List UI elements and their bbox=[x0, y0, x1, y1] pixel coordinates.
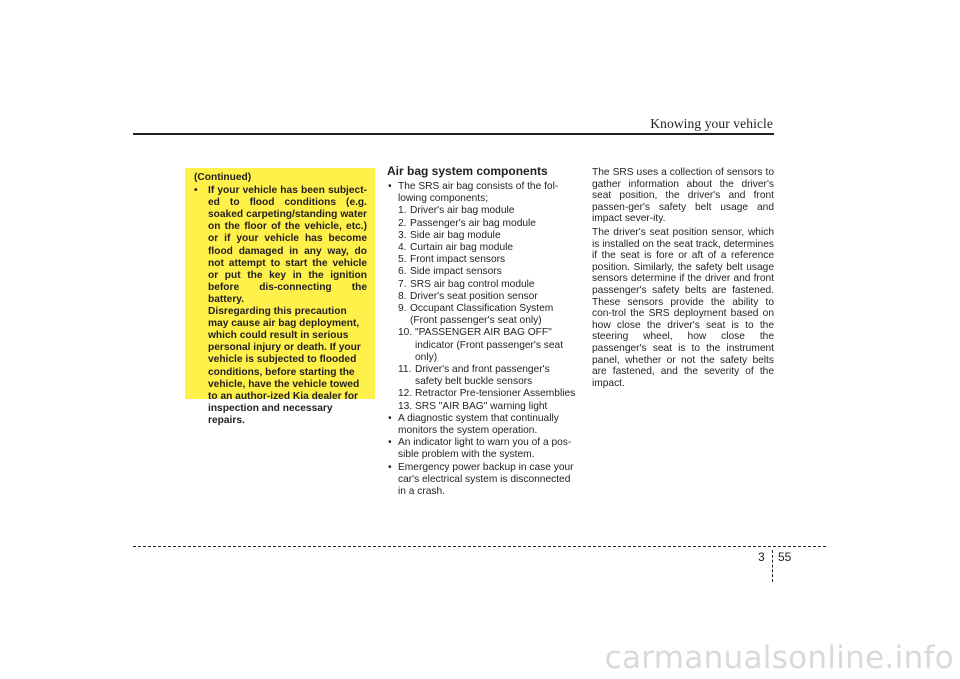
list-item-number: 1. bbox=[398, 205, 407, 217]
list-item-text: Driver's air bag module bbox=[410, 205, 515, 217]
components-intro-text: The SRS air bag consists of the fol-lowing components; bbox=[398, 181, 559, 205]
list-item bbox=[398, 303, 576, 327]
list-item bbox=[398, 388, 576, 400]
bullet-dot-icon: • bbox=[388, 437, 392, 449]
header-title: Knowing your vehicle bbox=[650, 116, 773, 131]
indicator-bullet bbox=[386, 437, 576, 461]
list-item-text: Front impact sensors bbox=[410, 254, 506, 266]
page-number: 55 bbox=[778, 550, 792, 564]
list-item-text: Side impact sensors bbox=[410, 266, 502, 278]
list-item-number: 10. bbox=[398, 327, 413, 339]
list-item-number: 13. bbox=[398, 400, 413, 412]
list-item-text: Occupant Classification System (Front passenger's seat only) bbox=[410, 303, 554, 327]
list-item-number: 5. bbox=[398, 254, 407, 266]
list-item-number: 2. bbox=[398, 217, 407, 229]
list-item bbox=[398, 364, 576, 388]
list-item-number: 8. bbox=[398, 290, 407, 302]
list-item-number: 3. bbox=[398, 229, 407, 241]
footer-rule bbox=[133, 546, 826, 547]
list-item bbox=[398, 327, 576, 364]
list-item-number: 6. bbox=[398, 266, 407, 278]
list-item-text: SRS air bag control module bbox=[410, 278, 535, 290]
section-heading: Air bag system components bbox=[387, 164, 548, 178]
list-item bbox=[398, 279, 576, 291]
sensors-column bbox=[592, 167, 774, 391]
section-number: 3 bbox=[758, 550, 765, 564]
list-item bbox=[398, 266, 576, 278]
components-column bbox=[386, 165, 576, 498]
warning-bullet-text: If your vehicle has been subject-ed to flood conditions (e.g. soaked carpeting/standing water on the floor of the vehicle, etc.) or if your vehicle has become flood damaged in any way, do not attempt to start the vehicle or put the key in the ignition before dis-connecting the battery. bbox=[208, 185, 367, 305]
list-item bbox=[398, 254, 576, 266]
warning-box bbox=[185, 168, 375, 426]
bullet-dot-icon: • bbox=[388, 412, 392, 424]
bullet-text: An indicator light to warn you of a pos-sible problem with the system. bbox=[398, 437, 572, 461]
list-item bbox=[398, 291, 576, 303]
list-item-text: Driver's seat position sensor bbox=[410, 290, 538, 302]
bullet-text: Emergency power backup in case your car's electrical system is disconnected in a crash. bbox=[398, 461, 574, 498]
warning-bullet bbox=[193, 185, 367, 306]
continued-label: (Continued) bbox=[194, 172, 252, 183]
list-item-number: 4. bbox=[398, 242, 407, 254]
sensors-paragraph-2: The driver's seat position sensor, which is installed on the seat track, determines if the seat is fore or aft of a reference position. Similarly, the safety belt usage sensors determine if the driver and front passenger's safety belts are fastened. These sensors provide the ability to con-trol the SRS deployment based on how close the driver's seat is to the steering wheel, how close the passenger's seat is to the instrument panel, whether or not the safety belts are fastened, and the severity of the impact. bbox=[592, 226, 774, 389]
list-item-text: SRS "AIR BAG" warning light bbox=[415, 400, 548, 412]
list-item-number: 7. bbox=[398, 278, 407, 290]
header-rule bbox=[133, 133, 774, 135]
list-item-text: Passenger's air bag module bbox=[410, 217, 536, 229]
page-divider bbox=[772, 550, 773, 582]
components-list bbox=[386, 205, 576, 412]
list-item-text: Curtain air bag module bbox=[410, 242, 514, 254]
list-item bbox=[398, 205, 576, 217]
bullet-dot-icon: • bbox=[388, 181, 392, 192]
bullet-text: A diagnostic system that continually monitors the system operation. bbox=[398, 412, 559, 437]
list-item-text: "PASSENGER AIR BAG OFF" indicator (Front passenger's seat only) bbox=[415, 327, 564, 363]
backup-bullet bbox=[386, 462, 576, 499]
list-item bbox=[398, 401, 576, 413]
components-intro bbox=[386, 181, 576, 205]
watermark: carmanualsonline.info bbox=[604, 640, 954, 676]
sensors-paragraph-1: The SRS uses a collection of sensors to gather information about the driver's seat position, the driver's and front passen-ger's safety belt usage and impact sever-ity. bbox=[592, 167, 774, 225]
list-item-number: 12. bbox=[398, 388, 413, 400]
bullet-dot-icon: • bbox=[194, 185, 198, 197]
list-item-number: 9. bbox=[398, 303, 407, 315]
list-item-text: Driver's and front passenger's safety belt buckle sensors bbox=[415, 364, 550, 388]
list-item-number: 11. bbox=[398, 364, 412, 376]
warning-disregard-text: Disregarding this precaution may cause air bag deployment, which could result in serious personal injury or death. If your vehicle is subjected to flooded conditions, before starting the vehicle, have the vehicle towed to an author-ized Kia dealer for inspection and necessary repairs. bbox=[208, 306, 361, 426]
bullet-dot-icon: • bbox=[388, 461, 392, 473]
list-item bbox=[398, 242, 576, 254]
list-item-text: Retractor Pre-tensioner Assemblies bbox=[415, 388, 576, 400]
list-item-text: Side air bag module bbox=[410, 229, 501, 241]
list-item bbox=[398, 230, 576, 242]
diagnostic-bullet bbox=[386, 413, 576, 437]
list-item bbox=[398, 218, 576, 230]
